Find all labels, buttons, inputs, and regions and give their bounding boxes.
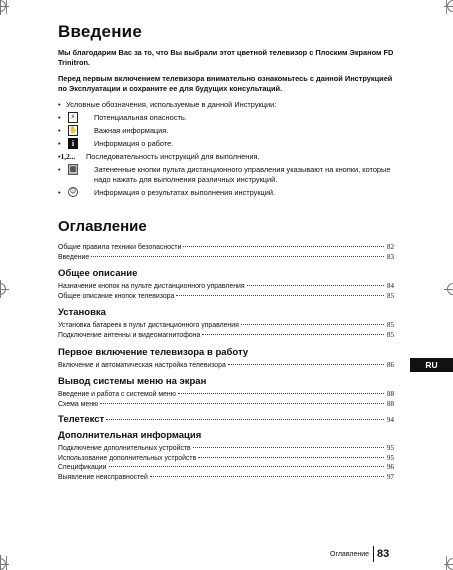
convention-text: Информация о результатах выполнения инструкций. [94,188,276,197]
toc-entry[interactable]: Телетекст 94 [58,414,394,426]
crop-mark [6,556,7,570]
remote-buttons-icon: ▦ [69,165,77,173]
toc-entry[interactable]: Введение 83 [58,252,394,261]
page-footer [330,546,389,562]
toc-entry[interactable]: Подключение антенны и видеомагнитофона 85 [58,330,394,339]
convention-text: Информация о работе. [94,139,174,148]
list-item: • ▦ Затененные кнопки пульта дистанционного управления указывают на кнопки, которые надо нажать для выполнения различных инструкций. [58,165,391,184]
list-item [58,100,394,110]
toc-entry[interactable]: Включение и автоматическая настройка телевизора 86 [58,360,394,369]
toc-entry[interactable]: Установка батареек в пульт дистанционного управления 85 [58,321,394,330]
registration-mark [0,283,6,295]
result-icon: ☺ [69,188,77,195]
toc-entry[interactable]: Общее описание кнопок телевизора 85 [58,291,394,300]
language-badge: RU [410,358,453,372]
toc-entry[interactable]: Использование дополнительных устройств 95 [58,453,394,462]
page-number: 83 [377,548,390,560]
toc-section-heading: Первое включение телевизора в работу [58,346,249,358]
registration-mark [447,558,453,570]
convention-text: Последовательность инструкций для выполнения. [86,152,260,161]
footer-label: Оглавление [330,550,370,558]
list-item: • i Информация о работе. [58,138,174,148]
hand-stop-icon: ✋ [68,126,78,134]
lead-paragraph: Мы благодарим Вас за то, что Вы выбрали этот цветной телевизор с Плоским Экраном FD Trinitron. [58,48,394,67]
list-item: • ☺ Информация о результатах выполнения инструкций. [58,188,276,197]
toc-entry[interactable]: Подключение дополнительных устройств 95 [58,443,394,452]
page-title: Введение [58,22,142,41]
toc-entry[interactable]: Спецификации 96 [58,463,394,472]
convention-text: Затененные кнопки пульта дистанционного управления указывают на кнопки, которые надо нажать для выполнения различных инструкций. [94,165,391,184]
toc-general [58,243,394,262]
toc-entry[interactable]: Общие правила техники безопасности 82 [58,243,394,251]
list-item: • ✋ Важная информация. [58,126,169,135]
toc-entry[interactable]: Выявление неисправностей 97 [58,472,394,481]
toc-section-heading: Вывод системы меню на экран [58,376,207,388]
toc-title: Оглавление [58,218,147,235]
bullet: • [58,100,61,109]
crop-mark [446,0,447,14]
toc-entry[interactable]: Введение и работа с системой меню 88 [58,390,394,399]
footer-divider [373,546,374,562]
convention-text: Важная информация. [94,126,169,135]
info-icon: i [68,138,78,149]
toc-entry[interactable]: Схема меню 88 [58,399,394,408]
conventions-intro: Условные обозначения, используемые в данной Инструкции: [66,100,277,109]
toc-section-heading: Дополнительная информация [58,429,202,441]
lightning-warning-icon: ⚡ [68,112,78,123]
steps-label: •1,2... [58,152,76,161]
list-item [58,152,394,162]
toc-section-heading: Общее описание [58,268,138,280]
page-content [58,22,394,482]
convention-text: Потенциальная опасность. [94,113,187,122]
list-item: • ⚡ Потенциальная опасность. [58,113,187,122]
toc-section-heading: Установка [58,307,106,319]
registration-mark [447,283,453,295]
conventions-list [58,100,394,198]
registration-mark [447,0,453,12]
crop-mark [6,0,7,14]
crop-mark [446,556,447,570]
toc-entry[interactable]: Назначение кнопок на пульте дистанционного управления 84 [58,282,394,291]
toc-section-heading: Телетекст [58,414,105,426]
lead-paragraph: Перед первым включением телевизора внимательно ознакомьтесь с данной Инструкцией по Эксплуатации и сохраните ее для будущих консультаций. [58,74,393,93]
